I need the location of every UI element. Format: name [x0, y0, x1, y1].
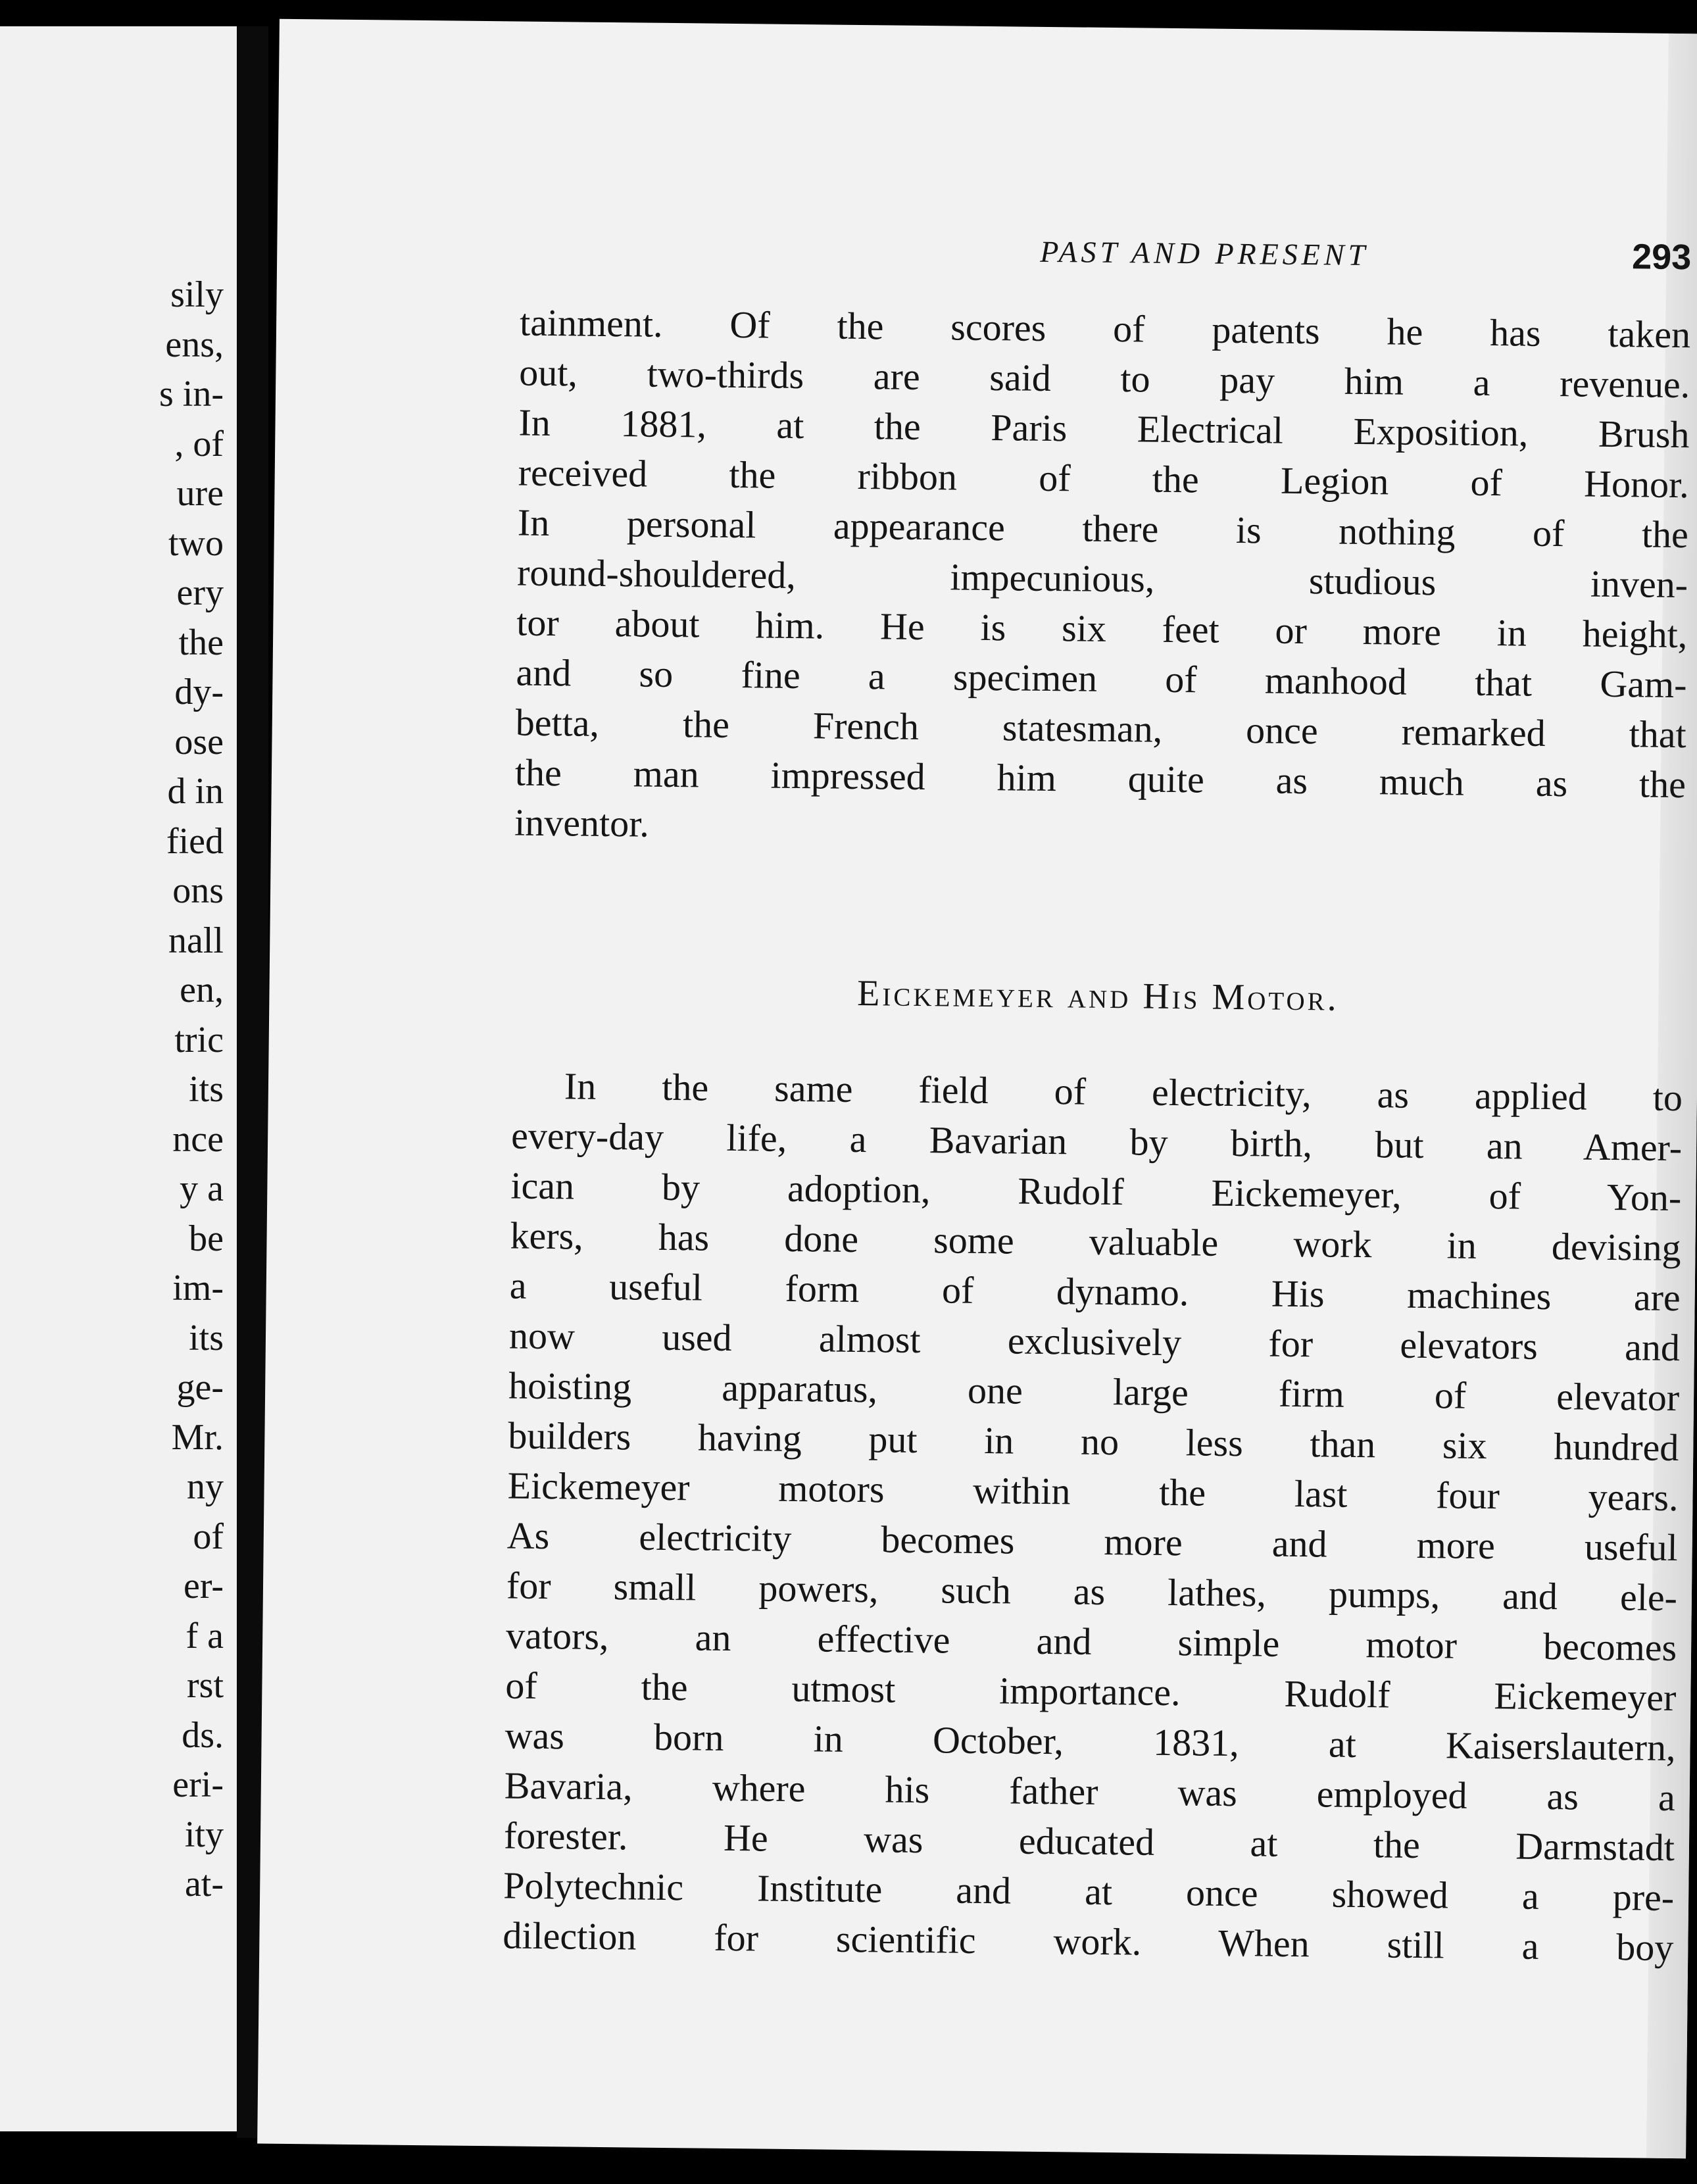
left-page-line-fragment: en, [180, 970, 224, 1010]
left-page-line-fragment: sily [170, 274, 224, 315]
left-page-line-fragment: ure [176, 473, 224, 514]
text-line: forester. He was educated at the Darmstadt [503, 1814, 1675, 1870]
left-page-line-fragment: nall [168, 920, 224, 961]
text-line: inventor. [514, 801, 650, 845]
text-line: hoisting apparatus, one large firm of elevator [508, 1364, 1680, 1420]
section-heading: Eickemeyer and His Motor. [856, 972, 1340, 1019]
left-page-line-fragment: d in [167, 771, 224, 812]
text-line: ican by adoption, Rudolf Eickemeyer, of Yon- [510, 1164, 1682, 1220]
left-page-line-fragment: eri- [172, 1764, 224, 1805]
left-page-line-fragment: Mr. [171, 1416, 224, 1458]
text-line: the man impressed him quite as much as the [514, 751, 1686, 807]
text-line: As electricity becomes more and more useful [506, 1514, 1679, 1570]
left-page-line-fragment: of [193, 1516, 224, 1557]
left-page-line-fragment: its [189, 1069, 224, 1110]
text-line: In the same field of electricity, as applied to [564, 1064, 1683, 1120]
text-line: Eickemeyer motors within the last four years. [507, 1464, 1679, 1520]
left-page-line-fragment: f a [185, 1615, 224, 1656]
left-page-line-fragment: ge- [176, 1367, 224, 1408]
left-page-line-fragment: ny [187, 1466, 224, 1507]
text-line: kers, has done some valuable work in devising [510, 1214, 1681, 1270]
text-line: tor about him. He is six feet or more in height, [516, 601, 1688, 657]
left-page-line-fragment: fied [166, 820, 224, 862]
text-line: and so fine a specimen of manhood that Gam- [516, 651, 1687, 707]
left-page-line-fragment: , of [174, 423, 224, 464]
text-line: round-shouldered, impecunious, studious inven- [516, 551, 1688, 607]
left-page-line-fragment: ose [174, 721, 224, 762]
text-line: now used almost exclusively for elevators and [508, 1314, 1681, 1370]
left-page-line-fragment: er- [183, 1566, 224, 1606]
text-line: Bavaria, where his father was employed as a [504, 1764, 1676, 1820]
left-page-line-fragment: ens, [165, 324, 224, 365]
left-page-line-fragment: rst [187, 1665, 224, 1706]
left-page [0, 26, 237, 2131]
text-line: betta, the French statesman, once remarked that [515, 701, 1687, 757]
page-number: 293 [1631, 237, 1692, 278]
left-page-line-fragment: dy- [174, 672, 224, 712]
text-line: tainment. Of the scores of patents he has taken [519, 301, 1691, 357]
text-line: a useful form of dynamo. His machines are [509, 1264, 1681, 1320]
text-line: of the utmost importance. Rudolf Eickemeyer [505, 1664, 1677, 1720]
text-line: dilection for scientific work. When still a boy [503, 1914, 1674, 1970]
text-line: every-day life, a Bavarian by birth, but an Amer- [510, 1114, 1683, 1170]
paragraph-1 [514, 298, 1691, 860]
left-page-line-fragment: its [189, 1317, 224, 1358]
left-page-line-fragment: ds. [182, 1714, 224, 1756]
text-line: was born in October, 1831, at Kaiserslautern, [504, 1714, 1676, 1770]
left-page-line-fragment: the [178, 622, 224, 663]
left-page-line-fragment: im- [172, 1268, 224, 1308]
text-line: Polytechnic Institute and at once showed a pre- [503, 1864, 1675, 1920]
text-line: for small powers, such as lathes, pumps, and ele- [506, 1564, 1678, 1620]
left-page-line-fragment: nce [172, 1118, 224, 1160]
left-page-line-fragment: ery [176, 572, 224, 613]
right-page [257, 19, 1697, 2159]
paragraph-2 [503, 1061, 1683, 1973]
text-line: In 1881, at the Paris Electrical Exposition, Brush [518, 401, 1690, 457]
page-header [520, 229, 1692, 294]
left-page-line-fragment: ity [184, 1814, 224, 1855]
left-page-line-fragment: tric [174, 1019, 224, 1060]
left-page-line-fragment: at- [184, 1864, 224, 1904]
left-page-line-fragment: s in- [159, 374, 224, 414]
left-page-line-fragment: be [189, 1218, 224, 1259]
text-line: vators, an effective and simple motor becomes [505, 1614, 1677, 1670]
left-page-line-fragment: y a [180, 1168, 224, 1209]
text-line: In personal appearance there is nothing of the [517, 501, 1689, 557]
text-line: received the ribbon of the Legion of Honor. [518, 451, 1690, 507]
left-page-line-fragment: two [168, 522, 224, 564]
left-page-line-fragment: ons [172, 870, 224, 911]
text-line: out, two-thirds are said to pay him a revenue. [519, 351, 1690, 407]
text-line: builders having put in no less than six hundred [508, 1414, 1679, 1470]
running-head: PAST AND PRESENT [1040, 234, 1369, 272]
